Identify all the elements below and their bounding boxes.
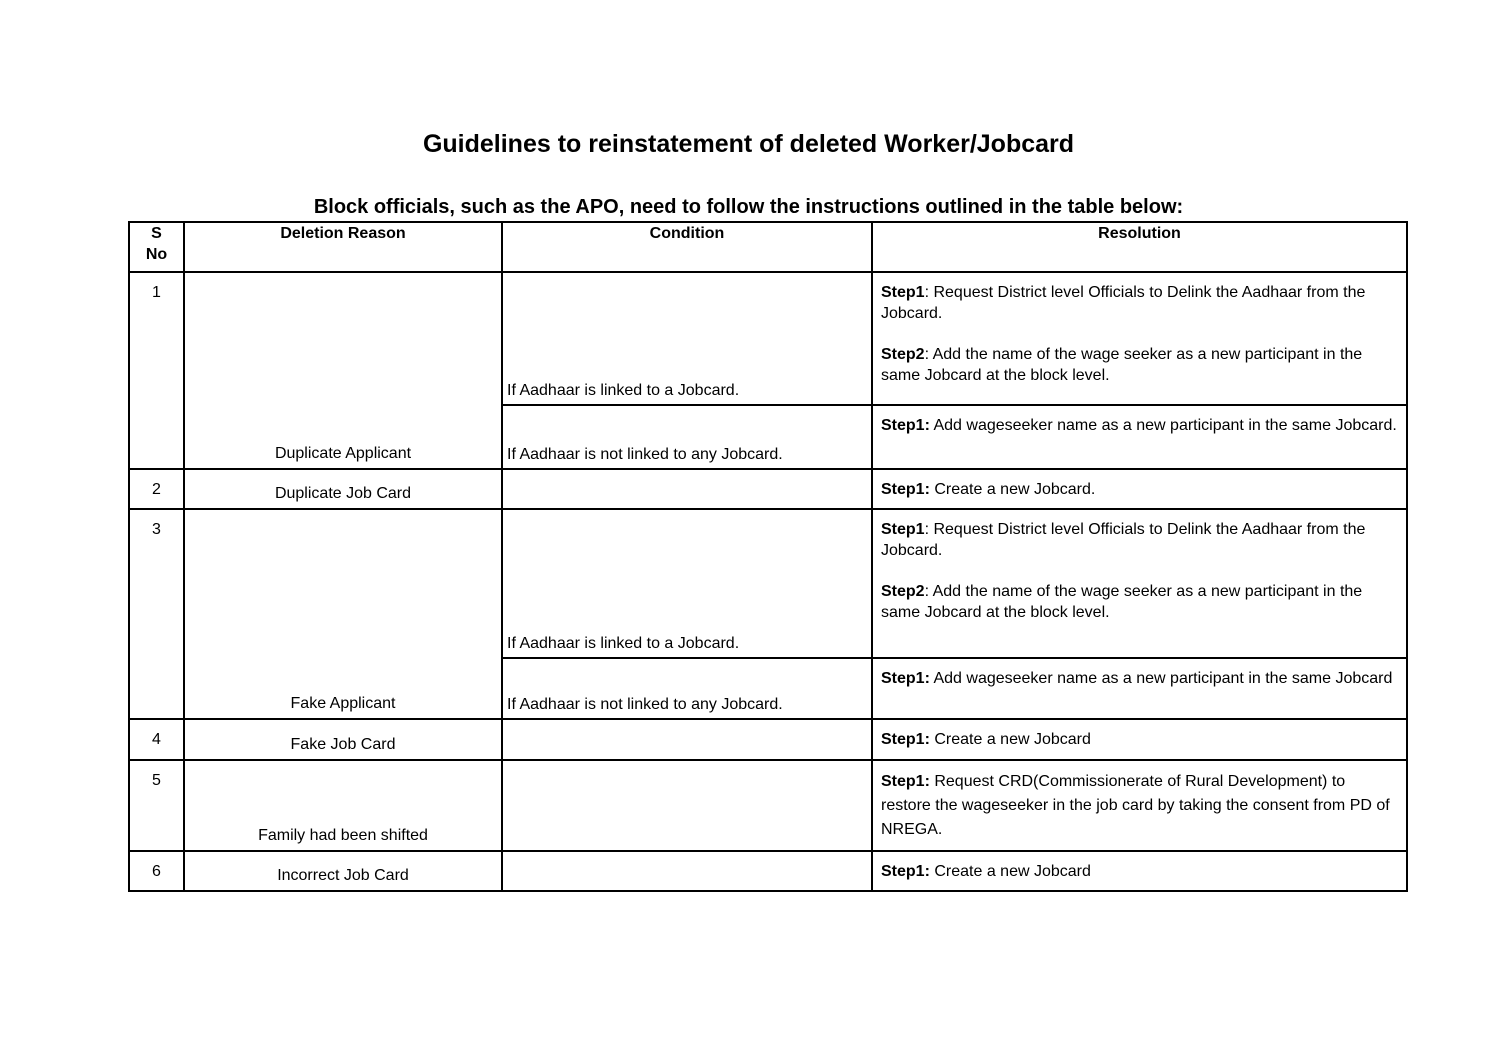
resolution-cell [872,851,1407,891]
step-label: Step2 [881,583,925,600]
condition-cell: If Aadhaar is not linked to any Jobcard. [502,658,872,719]
header-resolution: Resolution [872,222,1407,272]
deletion-reason-cell: Family had been shifted [184,760,502,851]
step-text: : Add the name of the wage seeker as a new participant in the same Jobcard at the block level. [881,583,1363,621]
deletion-reason-cell: Fake Applicant [184,509,502,719]
step-label: Step1: [881,481,930,498]
resolution-cell [872,405,1407,469]
sno-cell: 4 [129,719,184,760]
resolution-cell [872,658,1407,719]
step-text: Add wageseeker name as a new participant in the same Jobcard [929,670,1393,687]
resolution-cell [872,509,1407,658]
header-sno: S No [129,222,184,272]
table-row [129,851,1407,891]
condition-cell [502,851,872,891]
table-header-row [129,222,1407,272]
sno-cell: 3 [129,509,184,719]
condition-cell: If Aadhaar is not linked to any Jobcard. [502,405,872,469]
resolution-cell [872,469,1407,509]
condition-cell: If Aadhaar is linked to a Jobcard. [502,272,872,405]
sno-cell: 2 [129,469,184,509]
condition-cell [502,469,872,509]
table-row [129,719,1407,760]
page-title: Guidelines to reinstatement of deleted Worker/Jobcard [422,130,1075,158]
table-row [129,760,1407,851]
step-label: Step1: [881,863,930,880]
header-condition: Condition [502,222,872,272]
table-row [129,272,1407,405]
deletion-reason-cell: Fake Job Card [184,719,502,760]
step-text: : Request District level Officials to Delink the Aadhaar from the Jobcard. [881,521,1366,559]
step-label: Step1: [881,773,930,790]
step-text: Create a new Jobcard [929,731,1091,748]
deletion-reason-cell: Duplicate Applicant [184,272,502,469]
condition-cell [502,760,872,851]
table-row [129,509,1407,658]
step-label: Step1: [881,731,930,748]
resolution-cell [872,272,1407,405]
table-row [129,469,1407,509]
condition-cell [502,719,872,760]
sno-cell: 5 [129,760,184,851]
deletion-reason-cell: Duplicate Job Card [184,469,502,509]
step-text: Add wageseeker name as a new participant in the same Jobcard. [929,417,1397,434]
step-label: Step1 [881,521,925,538]
step-text: : Add the name of the wage seeker as a new participant in the same Jobcard at the block level. [881,346,1363,384]
deletion-reason-cell: Incorrect Job Card [184,851,502,891]
sno-cell: 6 [129,851,184,891]
step-text: Request CRD(Commissionerate of Rural Development) to restore the wageseeker in the job card by taking the consent from PD of NREGA. [881,773,1390,838]
resolution-cell [872,760,1407,851]
step-text: Create a new Jobcard [929,863,1091,880]
guidelines-table [128,221,1408,892]
header-deletion-reason: Deletion Reason [184,222,502,272]
step-label: Step2 [881,346,925,363]
step-text: Create a new Jobcard. [929,481,1096,498]
step-label: Step1: [881,417,930,434]
step-label: Step1 [881,284,925,301]
sno-cell: 1 [129,272,184,469]
step-label: Step1: [881,670,930,687]
condition-cell: If Aadhaar is linked to a Jobcard. [502,509,872,658]
step-text: : Request District level Officials to Delink the Aadhaar from the Jobcard. [881,284,1366,322]
resolution-cell [872,719,1407,760]
page-subtitle: Block officials, such as the APO, need to follow the instructions outlined in the table below: [313,196,1184,218]
